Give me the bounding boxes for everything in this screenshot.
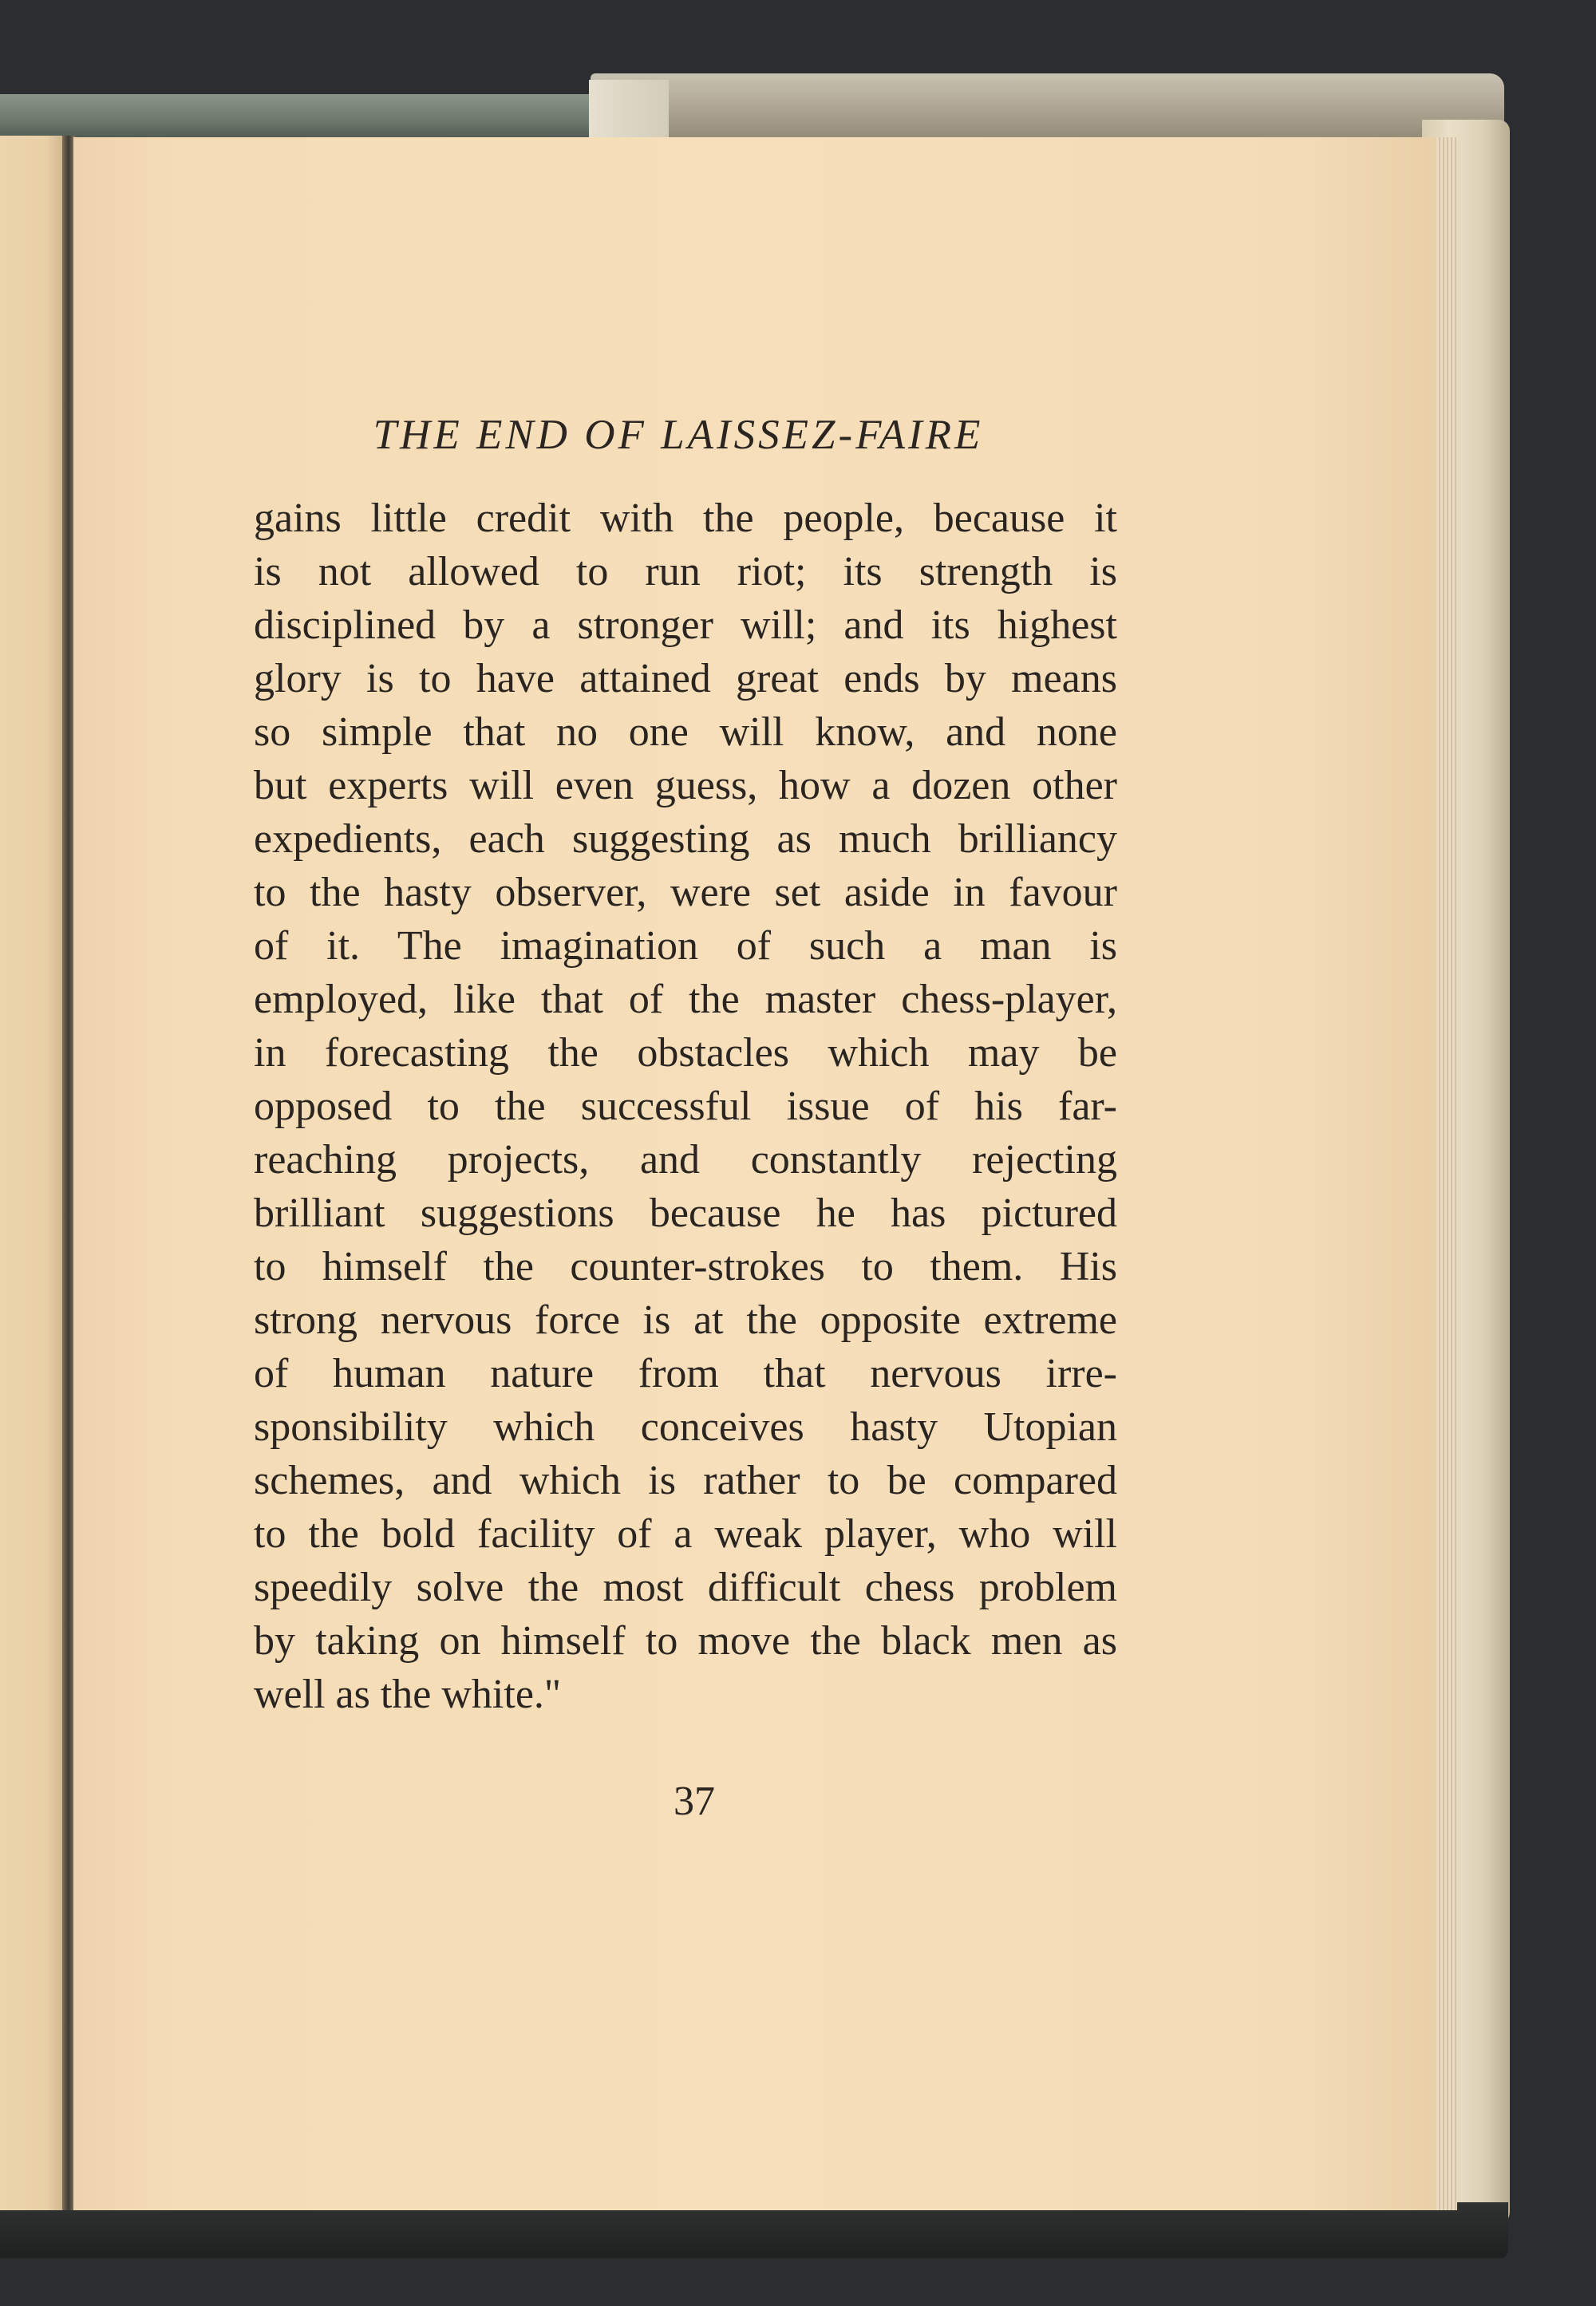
text-line: expedients, each suggesting as much brilliancy	[254, 816, 1117, 862]
page-edges	[1436, 137, 1457, 2210]
text-line: brilliant suggestions because he has pictured	[254, 1191, 1117, 1236]
tape-strip	[589, 80, 669, 140]
page-number: 37	[674, 1779, 715, 1824]
text-line: employed, like that of the master chess-player,	[254, 977, 1117, 1022]
text-line: is not allowed to run riot; its strength is	[254, 549, 1117, 594]
book-cover-edge	[0, 94, 638, 140]
text-line: in forecasting the obstacles which may be	[254, 1030, 1117, 1076]
text-line: glory is to have attained great ends by means	[254, 656, 1117, 701]
text-line: well as the white."	[254, 1672, 562, 1717]
text-line: of human nature from that nervous irre-	[254, 1351, 1117, 1396]
text-line: to the hasty observer, were set aside in favour	[254, 870, 1117, 915]
text-line: so simple that no one will know, and none	[254, 709, 1117, 755]
text-line: to himself the counter-strokes to them. His	[254, 1244, 1117, 1289]
dust-jacket-top-edge	[591, 73, 1504, 137]
text-line: speedily solve the most difficult chess problem	[254, 1565, 1117, 1610]
body-text	[254, 492, 1117, 1721]
text-line: schemes, and which is rather to be compared	[254, 1458, 1117, 1503]
book-cover-bottom-edge	[0, 2202, 1508, 2258]
text-line: sponsibility which conceives hasty Utopian	[254, 1404, 1117, 1450]
text-line: by taking on himself to move the black men as	[254, 1618, 1117, 1664]
text-line: of it. The imagination of such a man is	[254, 923, 1117, 969]
text-line: gains little credit with the people, because it	[254, 496, 1117, 541]
text-line: reaching projects, and constantly rejecting	[254, 1137, 1117, 1183]
text-line: strong nervous force is at the opposite extreme	[254, 1297, 1117, 1343]
text-line: opposed to the successful issue of his far-	[254, 1084, 1117, 1129]
running-head: THE END OF LAISSEZ-FAIRE	[373, 412, 984, 458]
text-line: disciplined by a stronger will; and its highest	[254, 602, 1117, 648]
facing-page	[0, 136, 67, 2210]
text-line: but experts will even guess, how a dozen other	[254, 763, 1117, 808]
text-line: to the bold facility of a weak player, who will	[254, 1511, 1117, 1557]
